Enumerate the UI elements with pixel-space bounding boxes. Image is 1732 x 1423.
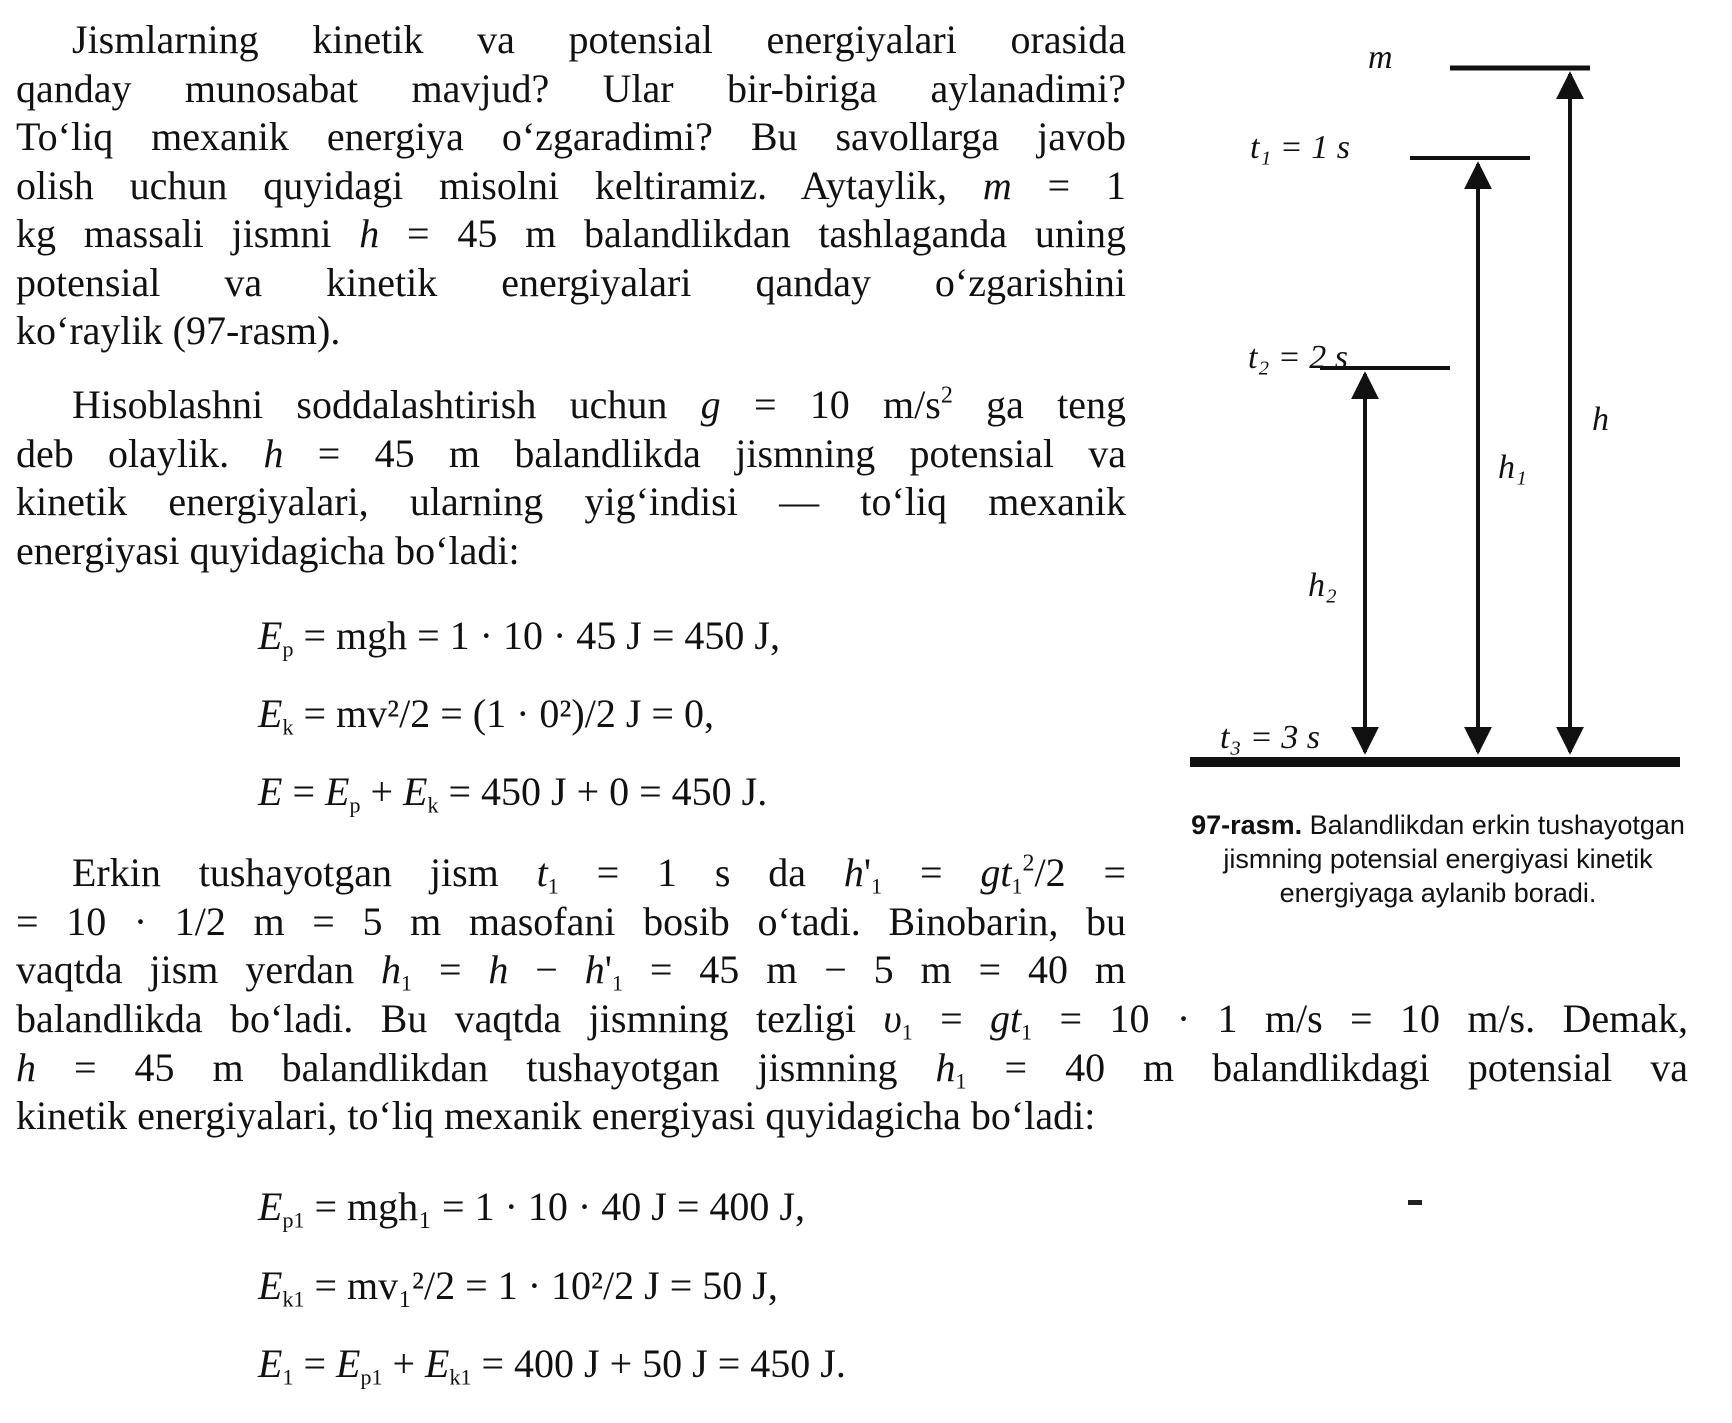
paragraph-3 [16, 849, 1126, 995]
figure-caption [1168, 808, 1708, 910]
stray-mark [1408, 1200, 1422, 1205]
label-m: m [1368, 39, 1393, 76]
p1-line-4: olish uchun quyidagi misolni keltiramiz. Aytaylik, m = 1 [16, 162, 1126, 208]
p3-line-6: kinetik energiyalari, to‘liq mexanik energiyasi quyidagicha bo‘ladi: [16, 1093, 1096, 1138]
p3-line-2: = 10 · 1/2 m = 5 m masofani bosib o‘tadi. Binobarin, bu [16, 898, 1126, 944]
p1-line-2: qanday munosabat mavjud? Ular bir-biriga aylanadimi? [16, 65, 1126, 111]
label-t2: t₂ = 2 s [1248, 339, 1348, 376]
figure-97 [1160, 40, 1720, 800]
figure-diagram [1160, 40, 1720, 800]
p2-line-3: kinetik energiyalari, ularning yig‘indisi — to‘liq mexanik [16, 479, 1126, 524]
p3-line-4: balandlikda bo‘ladi. Bu vaqtda jismning tezligi $\upsilon_1 = gt_1 = 10 \cdot 1$ m/s = 10 m/s. Demak, [16, 996, 1688, 1045]
equation-e: $E = E_p + E_k = 450$ J + 0 = 450 J. [258, 769, 768, 818]
label-h1: h₁ [1498, 449, 1527, 486]
label-h: h [1592, 401, 1609, 438]
label-h2: h₂ [1308, 567, 1337, 604]
p2-line-2: deb olaylik. h = 45 m balandlikda jismning potensial va [16, 430, 1126, 476]
equation-ep1: $E_{p1} = mgh_1 = 1 \cdot 10 \cdot 40$ J = 400 J, [258, 1184, 805, 1233]
equation-ek: $E_k = mv^2/2 = (1 \cdot 0^2)/2$ J = 0, [258, 691, 714, 740]
label-t3: t₃ = 3 s [1220, 719, 1320, 756]
paragraph-2 [16, 381, 1126, 575]
caption-text: Balandlikdan erkin tushayotgan jismning potensial energiyasi kinetik energiyaga aylanib boradi. [1223, 810, 1685, 908]
p3-line-5: h = 45 m balandlikdan tushayotgan jismning $h_1 = 40$ m balandlikdagi potensial va [16, 1044, 1689, 1094]
p3-line-3: vaqtda jism yerdan $h_1 = h - h'_1 = 45$ m − 5 m = 40 m [16, 947, 1127, 996]
p3-line-1: Erkin tushayotgan jism $t_1 = 1$ s da $h'_1 = gt_1^2/2$ = [72, 850, 1127, 899]
p1-line-6: potensial va kinetik energiyalari qanday o‘zgarishini [16, 259, 1126, 305]
equation-ep: $E_p$ = mgh = 1 · 10 · 45 J = 450 J, [258, 613, 780, 662]
paragraph-1 [16, 16, 1126, 356]
equation-ek1: $E_{k1} = mv_1^2/2 = 1 \cdot 10^2/2$ J = 50 J, [258, 1263, 778, 1312]
caption-number: 97-rasm. [1191, 810, 1303, 840]
p1-line-3: To‘liq mexanik energiya o‘zgaradimi? Bu savollarga javob [16, 114, 1126, 159]
p1-line-5: kg massali jismni h = 45 m balandlikdan tashlaganda uning [16, 211, 1127, 256]
equation-e1: $E_1 = E_{p1} + E_{k1} = 400$ J + 50 J = 450 J. [258, 1341, 846, 1390]
p2-line-4: energiyasi quyidagicha bo‘ladi: [16, 527, 520, 573]
p1-line-1: Jismlarning kinetik va potensial energiyalari orasida [72, 17, 1126, 62]
label-t1: t₁ = 1 s [1250, 129, 1350, 166]
paragraph-3-continued [16, 995, 1688, 1141]
p1-line-7: ko‘raylik (97-rasm). [16, 308, 341, 353]
p2-line-1: Hisoblashni soddalashtirish uchun g = 10 $m/s^2$ ga teng [72, 382, 1127, 427]
